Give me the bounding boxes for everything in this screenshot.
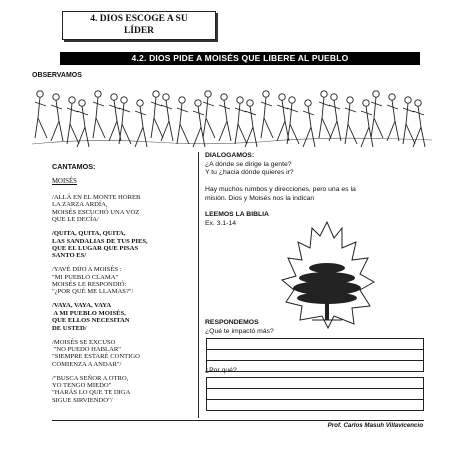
song-stanza — [52, 339, 194, 369]
song-line: "MI PUEBLO CLAMA" — [52, 273, 119, 281]
dialogamos-question-1: ¿A dónde se dirige la gente? — [205, 160, 292, 168]
song-line: /"BUSCA SEÑOR A OTRO, — [52, 374, 129, 382]
song-stanza — [52, 302, 194, 332]
crowd-person — [235, 97, 247, 144]
song-line: LAS SANDALIAS DE TUS PIES, — [52, 237, 148, 245]
crowd-person — [67, 97, 79, 144]
answer-line[interactable] — [207, 339, 423, 350]
unit-title-line-2: LÍDER — [123, 26, 155, 36]
song-line: LA ZARZA ARDÍA, — [52, 201, 108, 209]
respondemos-question-2: ¿Por qué? — [205, 367, 237, 374]
crowd-person — [319, 91, 331, 138]
crowd-person — [345, 97, 357, 144]
crowd-figures — [32, 91, 432, 147]
answer-line[interactable] — [207, 400, 423, 410]
song-line: /VAYA, VAYA, VAYA — [52, 302, 112, 310]
crowd-person — [193, 100, 205, 147]
crowd-person — [329, 94, 341, 141]
crowd-person — [245, 100, 257, 147]
song-line: QUE LE DECÍA/ — [52, 216, 99, 224]
answer-line[interactable] — [207, 361, 423, 371]
crowd-person — [203, 91, 215, 138]
answer-box-1[interactable] — [206, 338, 424, 372]
dialogamos-label: DIALOGAMOS: — [205, 152, 255, 159]
song-line: QUE EL LUGAR QUE PISAS — [52, 244, 139, 252]
bush-shape — [293, 263, 361, 320]
observamos-label: OBSERVAMOS — [32, 72, 82, 79]
song-line: DE USTED/ — [52, 324, 87, 332]
song-line: "SIEMPRE ESTARÉ CONTIGO — [52, 353, 140, 361]
song-line: /QUITA, QUITA, QUITA, — [52, 230, 126, 238]
song-stanza — [52, 375, 194, 405]
answer-box-2[interactable] — [206, 377, 424, 411]
unit-title-line-1: 4. DIOS ESCOGE A SU — [90, 14, 188, 24]
song-line: /YAVÉ DIJO A MOISÉS : — [52, 266, 122, 274]
song-line: YO TENGO MIEDO" — [52, 382, 112, 390]
crowd-person — [361, 100, 373, 147]
dialogamos-section — [205, 152, 294, 178]
crowd-person — [413, 100, 425, 147]
song-line: MOISÉS ESCUCHÓ UNA VOZ — [52, 208, 140, 216]
crowd-person — [387, 94, 399, 141]
dialogamos-paragraph-line-1: Hay muchos rumbos y direcciones, pero una es la — [205, 186, 356, 193]
dialogamos-paragraph — [205, 186, 356, 203]
song-line: "¿POR QUÉ ME LLAMAS?"/ — [52, 288, 134, 296]
crowd-person — [51, 94, 63, 141]
song-stanza — [52, 266, 194, 296]
dialogamos-paragraph-line-2: misión. Dios y Moisés nos la indican — [205, 194, 315, 202]
footer-credit: Prof. Carlos Masuh Villavicencio — [327, 422, 423, 429]
song-line: SANTO ES/ — [52, 252, 87, 260]
crowd-person — [177, 97, 189, 144]
crowd-person — [119, 97, 131, 144]
dialogamos-question-2: Y tu ¿hacia dónde quieres ir? — [205, 169, 294, 176]
bible-reference: Ex. 3.1-14 — [205, 219, 236, 227]
song-line: COMIENZA A ANDAR"/ — [52, 360, 122, 368]
crowd-person — [77, 100, 89, 147]
column-divider — [198, 152, 199, 418]
crowd-person — [403, 97, 415, 144]
answer-line[interactable] — [207, 378, 423, 389]
song-line: "HARÁS LO QUE TE DIGA — [52, 389, 131, 397]
cantamos-label: CANTAMOS: — [52, 162, 96, 171]
song-line: QUE ELLOS NECESITAN — [52, 317, 130, 325]
song-line: SIGUE SIRVIENDO"/ — [52, 396, 113, 404]
burning-bush-illustration — [272, 220, 382, 332]
leemos-label: LEEMOS LA BIBLIA — [205, 211, 269, 218]
respondemos-label: RESPONDEMOS — [205, 319, 259, 326]
crowd-illustration — [32, 84, 432, 152]
crowd-person — [151, 91, 163, 138]
crowd-person — [93, 91, 105, 138]
song-line: /ALLÁ EN EL MONTE HOREB — [52, 194, 141, 201]
crowd-person — [287, 97, 299, 144]
crowd-person — [371, 91, 383, 138]
leemos-section — [205, 211, 269, 228]
crowd-person — [161, 94, 173, 141]
crowd-person — [277, 94, 289, 141]
crowd-person — [261, 91, 273, 138]
section-title-bar: 4.2. DIOS PIDE A MOISÉS QUE LIBERE AL PUEBLO — [60, 52, 420, 65]
respondemos-question-1: ¿Qué te impactó más? — [205, 327, 274, 335]
answer-line[interactable] — [207, 350, 423, 361]
crowd-person — [219, 94, 231, 141]
song-line: MOISÉS LE RESPONDIÓ: — [52, 281, 127, 289]
crowd-person — [35, 91, 47, 138]
crowd-person — [135, 100, 147, 147]
song-title: MOISÉS — [52, 178, 77, 185]
song-line: A MI PUEBLO MOISÉS, — [52, 309, 126, 317]
crowd-person — [109, 94, 121, 141]
unit-title-box — [62, 11, 216, 40]
footer-divider — [52, 420, 424, 421]
song-lyrics — [52, 194, 194, 411]
song-stanza — [52, 194, 194, 224]
song-line: "NO PUEDO HABLAR" — [52, 345, 121, 353]
crowd-person — [303, 100, 315, 147]
answer-line[interactable] — [207, 389, 423, 400]
respondemos-section — [205, 319, 274, 336]
song-stanza — [52, 230, 194, 260]
song-line: /MOISÉS SE EXCUSO — [52, 338, 116, 346]
